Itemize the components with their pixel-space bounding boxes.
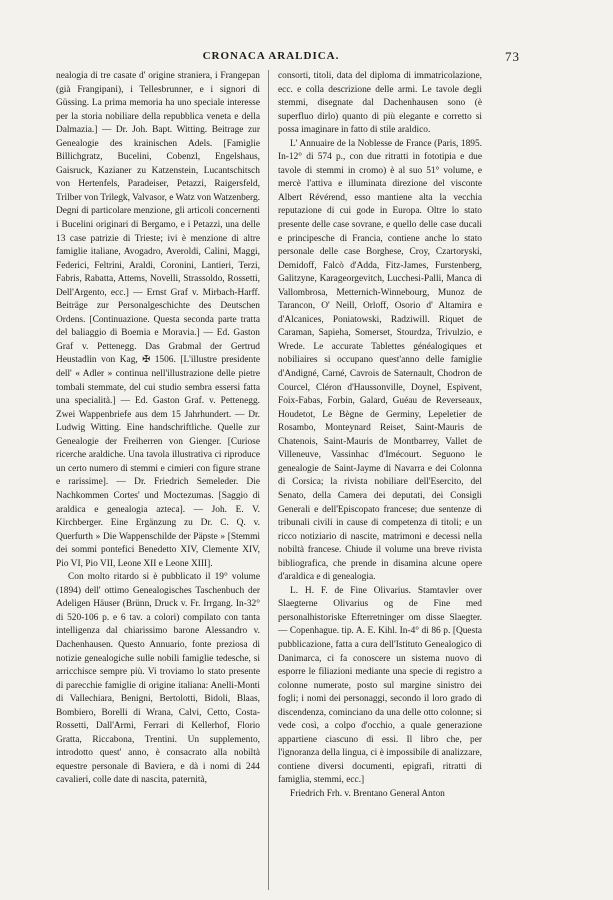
page-number: 73 (505, 49, 520, 64)
running-header (56, 49, 520, 66)
right-paragraph-3: L. H. F. de Fine Olivarius. Stamtavler over Slaegterne Olivarius og de Fine med personalhistoriske Efterretninger om disse Slaegter. — Copenhague. tip. A. E. Kihl. In-4° di 86 p. [Questa pubblicazione, fatta a cura dell'Istituto Genealogico di Danimarca, ci fa conoscere un sistema nuovo di esporre le filiazioni mediante una specie di registro a colonne numerate, posto sul margine sinistro dei fogli; i nomi dei personaggi, secondo il loro grado di discendenza, cominciano da una delle otto colonne; si vede così, a colpo d'occhio, a quale generazione appartiene ciascuno di essi. Il libro che, per l'ignoranza della lingua, ci è impossibile di analizzare, contiene diversi documenti, epigrafi, ritratti di famiglia, stemmi, ecc.] (278, 585, 482, 786)
running-title: CRONACA ARALDICA. (202, 50, 340, 62)
right-paragraph-4: Friedrich Frh. v. Brentano General Anton (290, 788, 445, 799)
right-paragraph-1: consorti, titoli, data del diploma di immatricolazione, ecc. e colla descrizione delle armi. Le tavole degli stemmi, disegnate dal Dachenhausen sono (è superfluo dirlo) quanto di più elegante e corretto si possa imaginare in fatto di stile araldico. (278, 71, 482, 136)
right-column (278, 70, 482, 802)
left-column (56, 70, 260, 788)
right-paragraph-2: L' Annuaire de la Noblesse de France (Paris, 1895. In-12° di 574 p., con due ritratti in fototipia e due tavole di stemmi in cromo) è al suo 51° volume, e mercè l'attiva e illuminata direzione del visconte Albert Révérend, esso mantiene alta la vecchia reputazione di cui gode in Europa. Oltre lo stato presente delle case sovrane, e quello delle case ducali e principesche di Francia, contiene anche lo stato personale delle case Borghese, Croy, Czartoryski, Demidoff, Falcò d'Adda, Fitz-James, Furstenberg, Galitzyne, Karageorgevitch, Lucchesi-Palli, Manca di Vallombrosa, Metternich-Winnebourg, Munoz de Tarancon, O' Neill, Orloff, Osorio d' Altamira e d'Alcanices, Poniatowski, Radziwill. Riquet de Caraman, Sapieha, Somerset, Stourdza, Trivulzio, e Wrede. Le accurate Tablettes généalogiques et nobiliaires si occupano quest'anno delle famiglie d'Andigné, Carné, Cavrois de Saternault, Chodron de Courcel, Cléron d'Haussonville, Doynel, Espivent, Foix-Fabas, Forbin, Galard, Guéau de Reverseaux, Houdetot, Le Bègne de Germiny, Lepeletier de Rosambo, Monteynard Reiset, Saint-Mauris de Chatenois, Saint-Mauris de Montbarrey, Vallet de Villeneuve, Vassinhac d'Imécourt. Seguono le genealogie de Saint-Jayme di Navarra e dei Colonna di Corsica; la rivista nobiliare dell'Esercito, del Senato, della Camera dei deputati, dei Consigli Generali e dell'Episcopato francese; due sentenze di tribunali civili in cause di competenza di titoli; e un ricco notiziario di nascite, matrimoni e decessi nella nobiltà francese. Chiude il volume una breve rivista bibliografica, che prende in disamina alcune opere d'araldica e di genealogia. (278, 138, 482, 583)
column-divider (268, 70, 269, 890)
left-paragraph-2: Con molto ritardo si è pubblicato il 19° volume (1894) dell' ottimo Genealogisches Taschenbuch der Adeligen Häuser (Brünn, Druck v. Fr. Irrgang. In-32° di 520-106 p. e 6 tav. a colori) compilato con tanta intelligenza dal chiarissimo barone Alessandro v. Dachenhausen. Questo Annuario, fonte preziosa di notizie genealogiche sulle nobili famiglie tedesche, si arricchisce sempre più. Vi troviamo lo stato presente di parecchie famiglie di origine italiana: Anelli-Monti di Vallechiara, Benigni, Bertolotti, Bidoli, Blaas, Bombiero, Borelli di Wrana, Calvi, Cetto, Costa-Rossetti, Dall'Armi, Ferrari di Kellerhof, Florio Gratta, Riccabona, Trentini. Un supplemento, introdotto quest' anno, è consacrato alla nobiltà equestre personale di Baviera, e dà i nomi di 244 cavalieri, colle date di nascita, paternità, (56, 572, 260, 786)
left-paragraph-1: nealogia di tre casate d' origine straniera, i Frangepan (già Frangipani), i Tellesbrunner, e i signori di Güssing. La prima memoria ha uno speciale interesse per la storia nobiliare della repubblica veneta e della Dalmazia.] — Dr. Joh. Bapt. Witting. Beitrage zur Genealogie des krainischen Adels. [Famiglie Billichgratz, Bucelini, Cobenzl, Engelshaus, Gaisruck, Kazianer zu Katzenstein, Lucantschitsch von Hertenfels, Paradeiser, Petazzi, Raigersfeld, Trilber von Trilegk, Valvasor, e Watz von Watzenberg. Degni di particolare menzione, gli articoli concernenti i Bucelini originari di Bergamo, e i Petazzi, una delle 13 case patrizie di Trieste; ivi è menzione di altre famiglie italiane, Avogadro, Averoldi, Calini, Maggi, Federici, Feltrini, Araldi, Coronini, Lantieri, Terzi, Fabris, Rabatta, Attems, Novelli, Strassoldo, Rossetti, Dell'Argento, ecc.] — Ernst Graf v. Mirbach-Harff. Beiträge zur Personalgeschichte des Deutschen Ordens. [Continuazione. Questa seconda parte tratta del baliaggio di Boemia e Moravia.] — Ed. Gaston Graf v. Pettenegg. Das Grabmal der Gertrud Heustadlin von Kag, ✠ 1506. [L'illustre presidente dell' « Adler » continua nell'illustrazione delle pietre tombali stemmate, del cui studio sembra essersi fatta una specialità.] — Ed. Gaston Graf. v. Pettenegg. Zwei Wappenbriefe aus dem 15 Jahrhundert. — Dr. Ludwig Witting. Eine handschriftliche. Quelle zur Genealogie der Freiherren von Gienger. [Curiose ricerche araldiche. Una tavola illustrativa ci riproduce un certo numero di stemmi e cimieri con figure strane e rarissime]. — Dr. Friedrich Semeleder. Die Nachkommen Cortes' und Moctezumas. [Saggio di araldica e genealogia azteca]. — Joh. E. V. Kirchberger. Eine Ergänzung zu Dr. C. Q. v. Querfurth » Die Wappenschilde der Päpste » [Stemmi dei sommi pontefici Benedetto XIV, Clemente XIV, Pio VI, Pio VII, Leone XII e Leone XIII]. (56, 71, 260, 569)
